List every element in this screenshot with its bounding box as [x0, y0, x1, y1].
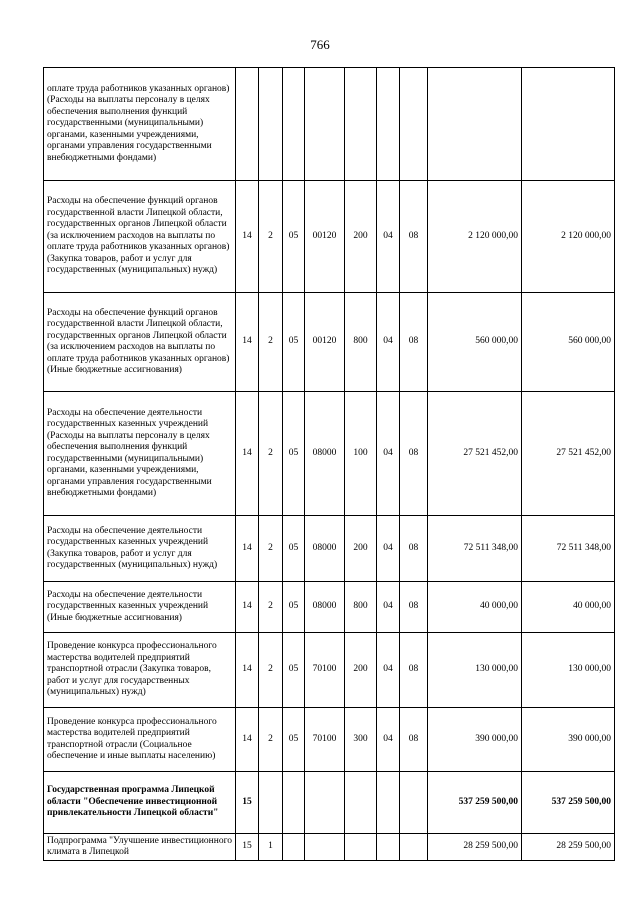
row-code-7: 08	[400, 392, 428, 516]
row-description: Расходы на обеспечение функций органов государственной власти Липецкой области, государственных органов Липецкой области (за исключением расходов на выплаты по оплате труда работников указанных органов) (Закупка товаров, работ и услуг для государственных (муниципальных) нужд)	[44, 181, 236, 293]
row-code-2: 2	[259, 181, 283, 293]
table-row	[44, 633, 615, 708]
row-code-5: 800	[345, 582, 377, 633]
row-code-2: 1	[259, 834, 283, 861]
row-code-6: 04	[377, 293, 400, 392]
row-amount-1: 72 511 348,00	[428, 516, 522, 582]
row-amount-1: 130 000,00	[428, 633, 522, 708]
row-description: Расходы на обеспечение деятельности государственных казенных учреждений (Иные бюджетные ассигнования)	[44, 582, 236, 633]
row-description: Подпрограмма "Улучшение инвестиционного климата в Липецкой	[44, 834, 236, 861]
table-row	[44, 708, 615, 772]
row-code-6: 04	[377, 708, 400, 772]
row-amount-1: 390 000,00	[428, 708, 522, 772]
row-amount-1: 537 259 500,00	[428, 772, 522, 834]
row-code-5: 300	[345, 708, 377, 772]
row-code-7	[400, 834, 428, 861]
table-row	[44, 582, 615, 633]
row-code-5: 200	[345, 516, 377, 582]
table-row	[44, 516, 615, 582]
row-description: Расходы на обеспечение деятельности государственных казенных учреждений (Расходы на выплаты персоналу в целях обеспечения выполнения функций государственными (муниципальными) органами, казенными учреждениями, органами управления государственными внебюджетными фондами)	[44, 392, 236, 516]
row-code-4: 08000	[305, 392, 345, 516]
row-amount-2	[522, 68, 615, 181]
row-code-2: 2	[259, 582, 283, 633]
row-code-5: 200	[345, 181, 377, 293]
row-code-5	[345, 68, 377, 181]
row-code-5: 200	[345, 633, 377, 708]
row-code-7: 08	[400, 181, 428, 293]
row-code-3: 05	[283, 582, 305, 633]
row-code-4: 08000	[305, 516, 345, 582]
row-amount-2: 537 259 500,00	[522, 772, 615, 834]
row-code-4: 08000	[305, 582, 345, 633]
row-code-6: 04	[377, 392, 400, 516]
row-code-1: 14	[236, 293, 259, 392]
row-amount-1: 2 120 000,00	[428, 181, 522, 293]
row-code-1: 14	[236, 516, 259, 582]
budget-table	[43, 67, 615, 861]
row-code-3: 05	[283, 293, 305, 392]
row-code-4: 70100	[305, 708, 345, 772]
row-code-3: 05	[283, 633, 305, 708]
row-code-3: 05	[283, 181, 305, 293]
row-amount-1: 28 259 500,00	[428, 834, 522, 861]
row-amount-1	[428, 68, 522, 181]
row-amount-2: 72 511 348,00	[522, 516, 615, 582]
row-description: Проведение конкурса профессионального мастерства водителей предприятий транспортной отрасли (Закупка товаров, работ и услуг для государственных (муниципальных) нужд)	[44, 633, 236, 708]
row-amount-2: 2 120 000,00	[522, 181, 615, 293]
row-description: Государственная программа Липецкой области "Обеспечение инвестиционной привлекательности Липецкой области"	[44, 772, 236, 834]
table-row	[44, 181, 615, 293]
table-row	[44, 392, 615, 516]
row-code-3	[283, 834, 305, 861]
row-code-4: 00120	[305, 181, 345, 293]
row-code-7: 08	[400, 633, 428, 708]
row-code-4	[305, 834, 345, 861]
row-code-5	[345, 834, 377, 861]
row-code-3: 05	[283, 392, 305, 516]
row-code-6	[377, 834, 400, 861]
row-code-1: 14	[236, 633, 259, 708]
row-code-1: 14	[236, 708, 259, 772]
row-code-7: 08	[400, 293, 428, 392]
row-amount-2: 560 000,00	[522, 293, 615, 392]
row-amount-2: 130 000,00	[522, 633, 615, 708]
row-description: Расходы на обеспечение функций органов государственной власти Липецкой области, государственных органов Липецкой области (за исключением расходов на выплаты по оплате труда работников указанных органов) (Иные бюджетные ассигнования)	[44, 293, 236, 392]
page-number: 766	[310, 37, 330, 52]
row-code-4	[305, 772, 345, 834]
row-code-1: 15	[236, 834, 259, 861]
table-body	[44, 68, 615, 861]
row-description: Расходы на обеспечение деятельности государственных казенных учреждений (Закупка товаров, работ и услуг для государственных (муниципальных) нужд)	[44, 516, 236, 582]
row-amount-2: 390 000,00	[522, 708, 615, 772]
table-row	[44, 68, 615, 181]
row-code-6: 04	[377, 633, 400, 708]
row-code-4: 70100	[305, 633, 345, 708]
row-code-7: 08	[400, 708, 428, 772]
row-amount-2: 28 259 500,00	[522, 834, 615, 861]
row-amount-1: 40 000,00	[428, 582, 522, 633]
row-code-3	[283, 772, 305, 834]
row-code-7: 08	[400, 582, 428, 633]
row-code-5: 800	[345, 293, 377, 392]
row-code-3: 05	[283, 708, 305, 772]
row-code-6	[377, 68, 400, 181]
row-amount-1: 560 000,00	[428, 293, 522, 392]
row-amount-2: 27 521 452,00	[522, 392, 615, 516]
row-code-1: 14	[236, 392, 259, 516]
row-code-7	[400, 772, 428, 834]
row-code-2: 2	[259, 392, 283, 516]
row-code-6	[377, 772, 400, 834]
row-code-4	[305, 68, 345, 181]
table-row	[44, 772, 615, 834]
row-code-6: 04	[377, 181, 400, 293]
row-description: оплате труда работников указанных органов) (Расходы на выплаты персоналу в целях обеспечения выполнения функций государственными (муниципальными) органами, казенными учреждениями, органами управления государственными внебюджетными фондами)	[44, 68, 236, 181]
row-code-6: 04	[377, 516, 400, 582]
row-description: Проведение конкурса профессионального мастерства водителей предприятий транспортной отрасли (Социальное обеспечение и иные выплаты населению)	[44, 708, 236, 772]
row-code-7	[400, 68, 428, 181]
row-code-5	[345, 772, 377, 834]
row-code-2: 2	[259, 633, 283, 708]
row-amount-1: 27 521 452,00	[428, 392, 522, 516]
row-code-3	[283, 68, 305, 181]
row-code-7: 08	[400, 516, 428, 582]
row-code-2: 2	[259, 708, 283, 772]
row-amount-2: 40 000,00	[522, 582, 615, 633]
row-code-2	[259, 68, 283, 181]
row-code-2: 2	[259, 293, 283, 392]
row-code-1: 14	[236, 181, 259, 293]
row-code-1: 14	[236, 582, 259, 633]
table-row	[44, 293, 615, 392]
row-code-4: 00120	[305, 293, 345, 392]
row-code-1	[236, 68, 259, 181]
table-row	[44, 834, 615, 861]
row-code-2	[259, 772, 283, 834]
row-code-5: 100	[345, 392, 377, 516]
row-code-6: 04	[377, 582, 400, 633]
row-code-2: 2	[259, 516, 283, 582]
row-code-1: 15	[236, 772, 259, 834]
row-code-3: 05	[283, 516, 305, 582]
